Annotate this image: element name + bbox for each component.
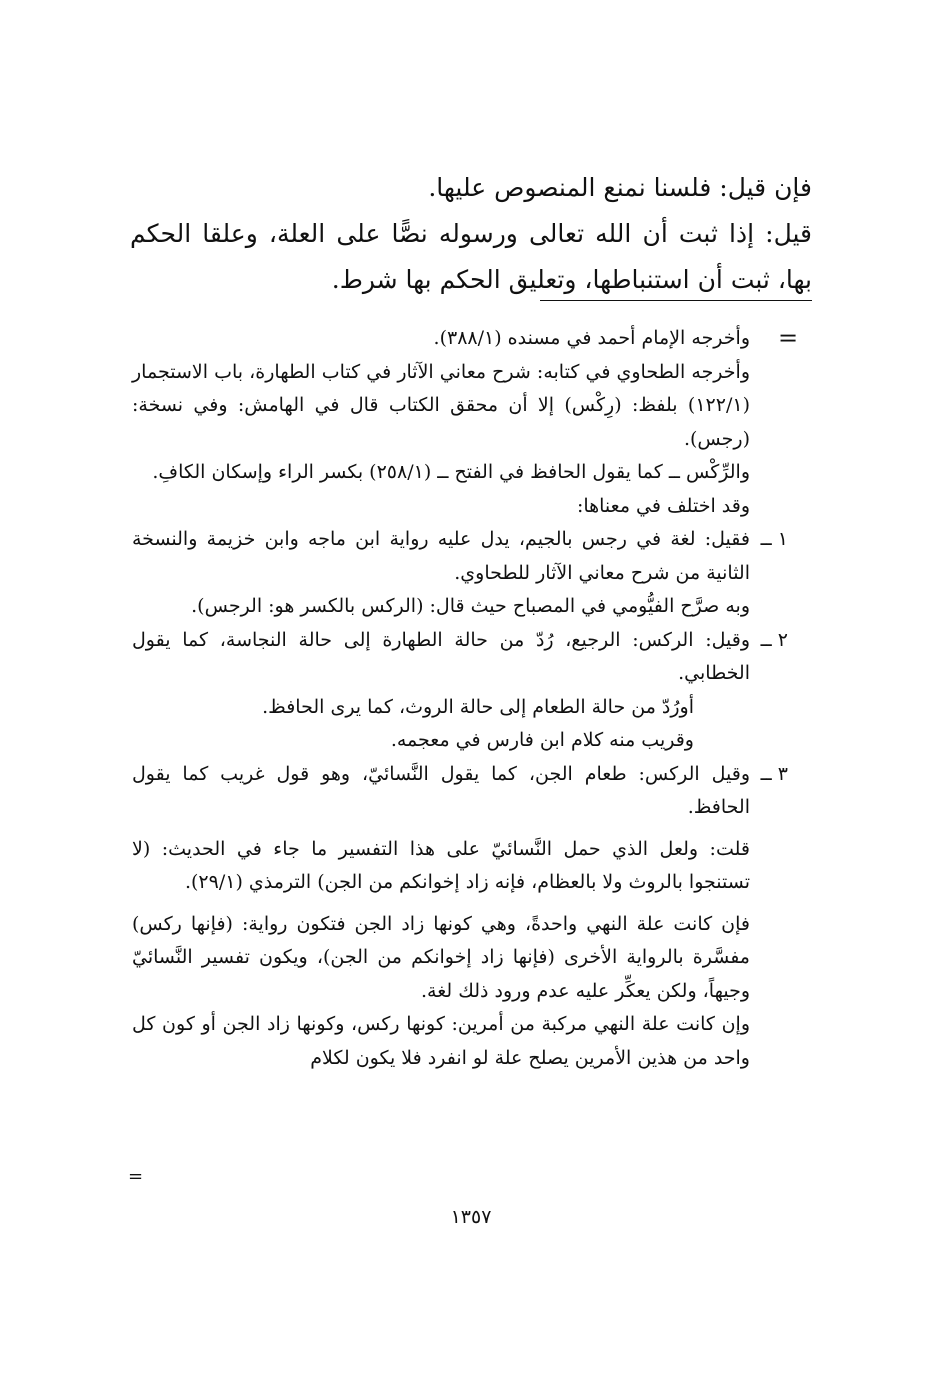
footnote-list-item <box>132 523 788 624</box>
footnote-paragraph: قلت: ولعل الذي حمل النَّسائيّ على هذا التفسير ما جاء في الحديث: (لا تستنجوا بالروث ولا بالعظام، فإنه زاد إخوانكم من الجن) الترمذي (٢٩/١). <box>132 837 750 893</box>
footnote-paragraph: فإن كانت علة النهي واحدةً، وهي كونها زاد الجن فتكون رواية: (فإنها ركس) مفسَّرة بالرواية الأخرى (فإنها زاد إخوانكم من الجن)، ويكون تفسير النَّسائيّ وجيهاً، ولكن يعكِّر عليه عدم ورود ذلك لغة. <box>132 912 750 1002</box>
item-number: ٣ ــ <box>760 762 788 785</box>
main-paragraph: قيل: إذا ثبت أن الله تعالى ورسوله نصًّا على العلة، وعلقا الحكم بها، ثبت أن استنباطها، وتعليق الحكم بها شرط. <box>130 219 812 294</box>
footnote-paragraph: والرِّكْس ــ كما يقول الحافظ في الفتح ــ (٢٥٨/١) بكسر الراء وإسكان الكافِ. <box>152 461 750 483</box>
item-extra: وبه صرَّح الفيُّومي في المصباح حيث قال: (الركس بالكسر هو: الرجس). <box>191 595 750 617</box>
continuation-mark: = <box>778 324 799 352</box>
footnote-list-item <box>132 624 788 758</box>
footnote-paragraph: وأخرجه الطحاوي في كتابه: شرح معاني الآثار في كتاب الطهارة، باب الاستجمار (١٢٢/١) بلفظ: (رِكْس) إلا أن محقق الكتاب قال في الهامش: وفي نسخة: (رجس). <box>132 360 750 450</box>
main-text <box>130 165 812 303</box>
item-extra: أورُدّ من حالة الطعام إلى حالة الروث، كما يرى الحافظ. <box>262 695 694 718</box>
footnote-paragraph: وأخرجه الإمام أحمد في مسنده (٣٨٨/١). <box>433 327 750 349</box>
item-text: وقيل: الركس: الرجيع، رُدّ من حالة الطهارة إلى حالة النجاسة، كما يقول الخطابي. <box>132 628 750 684</box>
footnote-separator <box>540 300 812 301</box>
item-number: ٢ ــ <box>760 628 788 651</box>
main-paragraph: فإن قيل: فلسنا نمنع المنصوص عليها. <box>428 173 812 202</box>
item-number: ١ ــ <box>760 528 788 550</box>
footnote-list-item <box>132 758 788 825</box>
page-number: ١٣٥٧ <box>450 1206 492 1228</box>
item-text: وقيل الركس: طعام الجن، كما يقول النَّسائيّ، وهو قول غريب كما يقول الحافظ. <box>132 762 750 818</box>
item-extra: وقريب منه كلام ابن فارس في معجمه. <box>390 729 694 751</box>
footnote-paragraph: وقد اختلف في معناها: <box>576 494 750 517</box>
continuation-mark-end: = <box>128 1166 144 1187</box>
footnote-section <box>132 322 788 1075</box>
footnote-paragraph: وإن كانت علة النهي مركبة من أمرين: كونها ركس، وكونها زاد الجن أو كون كل واحد من هذين الأمرين يصلح علة لو انفرد فلا يكون لكلام <box>132 1013 750 1069</box>
item-text: فقيل: لغة في رجس بالجيم، يدل عليه رواية ابن ماجه وابن خزيمة والنسخة الثانية من شرح معاني الآثار للطحاوي. <box>132 528 750 584</box>
